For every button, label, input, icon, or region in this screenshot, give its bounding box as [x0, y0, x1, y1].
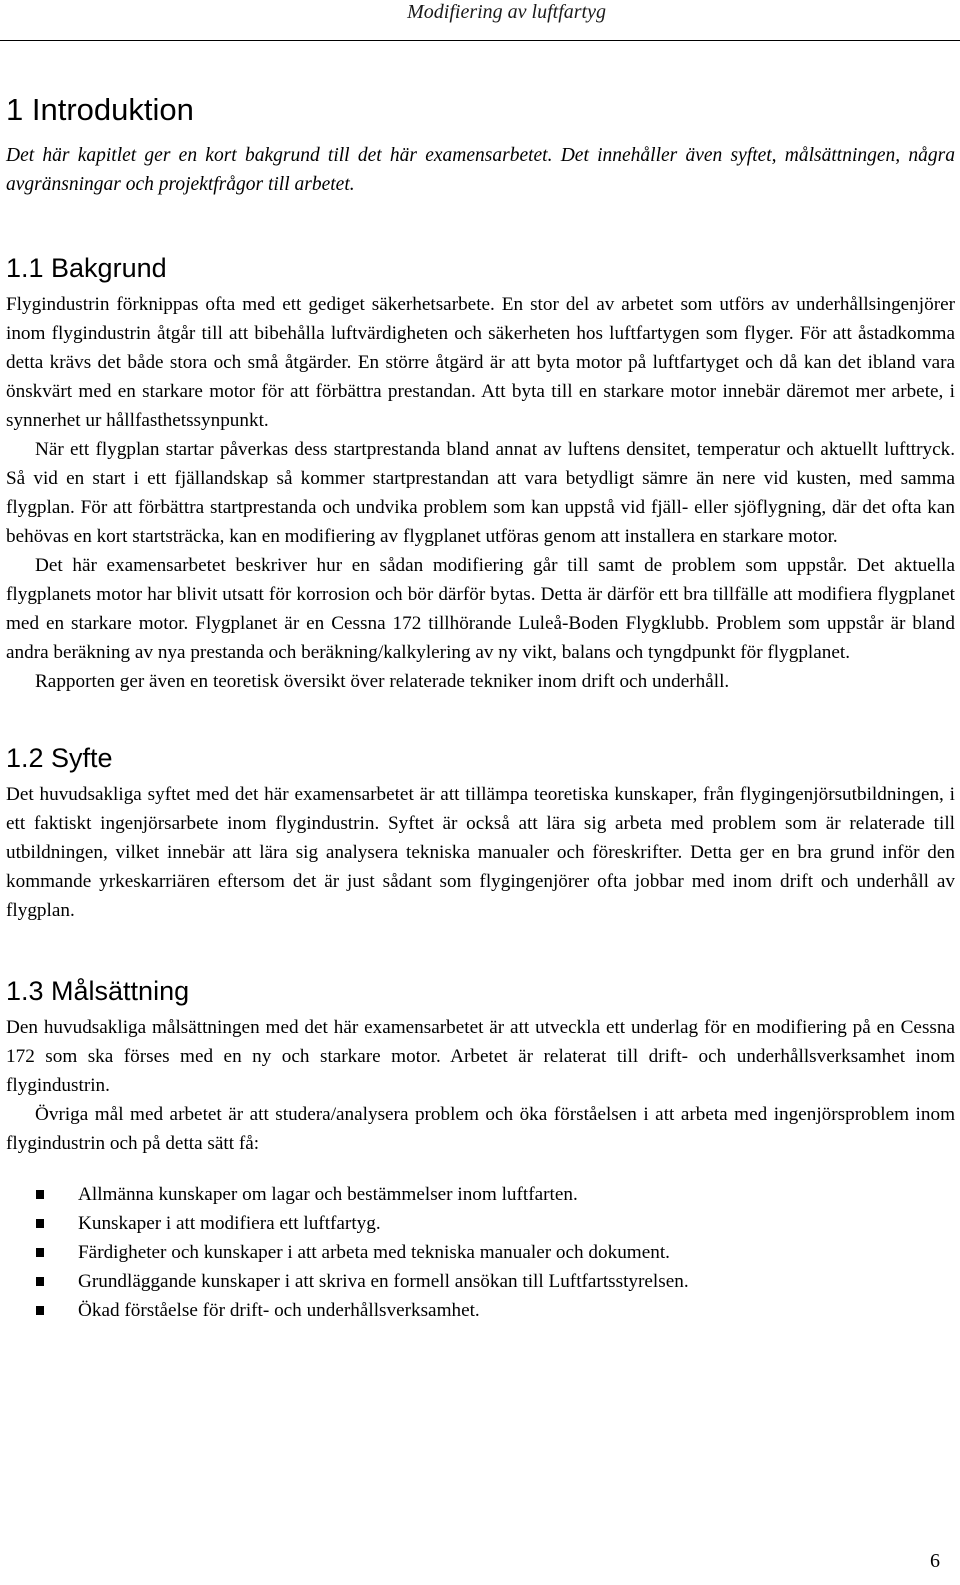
section-title-malsattning: 1.3 Målsättning	[6, 976, 190, 1006]
header-rule	[0, 40, 960, 41]
chapter-title: 1 Introduktion	[6, 92, 194, 127]
section-title-syfte: 1.2 Syfte	[6, 743, 113, 773]
list-item-text: Grundläggande kunskaper i att skriva en formell ansökan till Luftfartsstyrelsen.	[78, 1271, 689, 1292]
chapter-intro: Det här kapitlet ger en kort bakgrund till det här examensarbetet. Det innehåller även syftet, målsättningen, några avgränsningar och projektfrågor till arbetet.	[6, 145, 955, 195]
list-item	[78, 1296, 955, 1325]
list-item	[78, 1238, 955, 1267]
square-bullet-icon	[36, 1277, 44, 1286]
list-item-text: Ökad förståelse för drift- och underhållsverksamhet.	[78, 1300, 480, 1321]
page-number: 6	[930, 1550, 940, 1572]
page-body	[6, 92, 955, 1325]
section-title-bakgrund: 1.1 Bakgrund	[6, 253, 167, 283]
paragraph: Rapporten ger även en teoretisk översikt över relaterade tekniker inom drift och underhåll.	[35, 671, 730, 692]
list-item-text: Allmänna kunskaper om lagar och bestämmelser inom luftfarten.	[78, 1184, 578, 1205]
square-bullet-icon	[36, 1248, 44, 1257]
square-bullet-icon	[36, 1306, 44, 1315]
paragraph: Det här examensarbetet beskriver hur en sådan modifiering går till samt de problem som uppstår. Det aktuella flygplanets motor har blivit utsatt för korrosion och bör därför bytas. Detta är därför ett bra tillfälle att modifiera flygplanet med en starkare motor. Flygplanet är en Cessna 172 tillhörande Luleå-Boden Flygklubb. Problem som uppstår är bland andra beräkning av nya prestanda och beräkning/kalkylering av ny vikt, balans och tyngdpunkt för flygplanet.	[6, 555, 955, 663]
goals-list	[6, 1180, 955, 1325]
paragraph: Flygindustrin förknippas ofta med ett gediget säkerhetsarbete. En stor del av arbetet som utförs av underhållsingenjörer inom flygindustrin åtgår till att bibehålla luftvärdigheten och säkerheten hos luftfartygen som flyger. För att åstadkomma detta krävs det både stora och små åtgärder. En större åtgärd är att byta motor på luftfartyget och då kan det ibland vara önskvärt med en starkare motor för att förbättra prestandan. Att byta till en starkare motor innebär däremot mer arbete, i synnerhet ur hållfasthetssynpunkt.	[6, 294, 955, 431]
list-item	[78, 1180, 955, 1209]
list-item-text: Kunskaper i att modifiera ett luftfartyg.	[78, 1213, 381, 1234]
paragraph: När ett flygplan startar påverkas dess startprestanda bland annat av luftens densitet, temperatur och aktuellt lufttryck. Så vid en start i ett fjällandskap så kommer startprestandan att vara betydligt sämre än nere vid kusten, med samma flygplan. För att förbättra startprestanda och undvika problem som kan uppstå vid fjäll- eller sjöflygning, där det ofta kan behövas en kort startsträcka, kan en modifiering av flygplanet utföras genom att installera en starkare motor.	[6, 439, 955, 547]
paragraph: Det huvudsakliga syftet med det här examensarbetet är att tillämpa teoretiska kunskaper, från flygingenjörsutbildningen, i ett faktiskt ingenjörsarbete inom flygindustrin. Syftet är också att lära sig arbeta med problem som är relaterade till utbildningen, vilket innebär att lära sig analysera tekniska manualer och föreskrifter. Detta ger en bra grund inför den kommande yrkeskarriären eftersom det är just sådant som flygingenjörer ofta jobbar med inom drift och underhåll av flygplan.	[6, 784, 955, 921]
running-header: Modifiering av luftfartyg	[407, 1, 606, 23]
list-item	[78, 1267, 955, 1296]
paragraph: Övriga mål med arbetet är att studera/analysera problem och öka förståelsen i att arbeta med ingenjörsproblem inom flygindustrin och på detta sätt få:	[6, 1104, 955, 1154]
square-bullet-icon	[36, 1219, 44, 1228]
list-item-text: Färdigheter och kunskaper i att arbeta med tekniska manualer och dokument.	[78, 1242, 670, 1263]
paragraph: Den huvudsakliga målsättningen med det här examensarbetet är att utveckla ett underlag för en modifiering på en Cessna 172 som ska förses med en ny och starkare motor. Arbetet är relaterat till drift- och underhållsverksamhet inom flygindustrin.	[6, 1017, 955, 1096]
list-item	[78, 1209, 955, 1238]
square-bullet-icon	[36, 1190, 44, 1199]
